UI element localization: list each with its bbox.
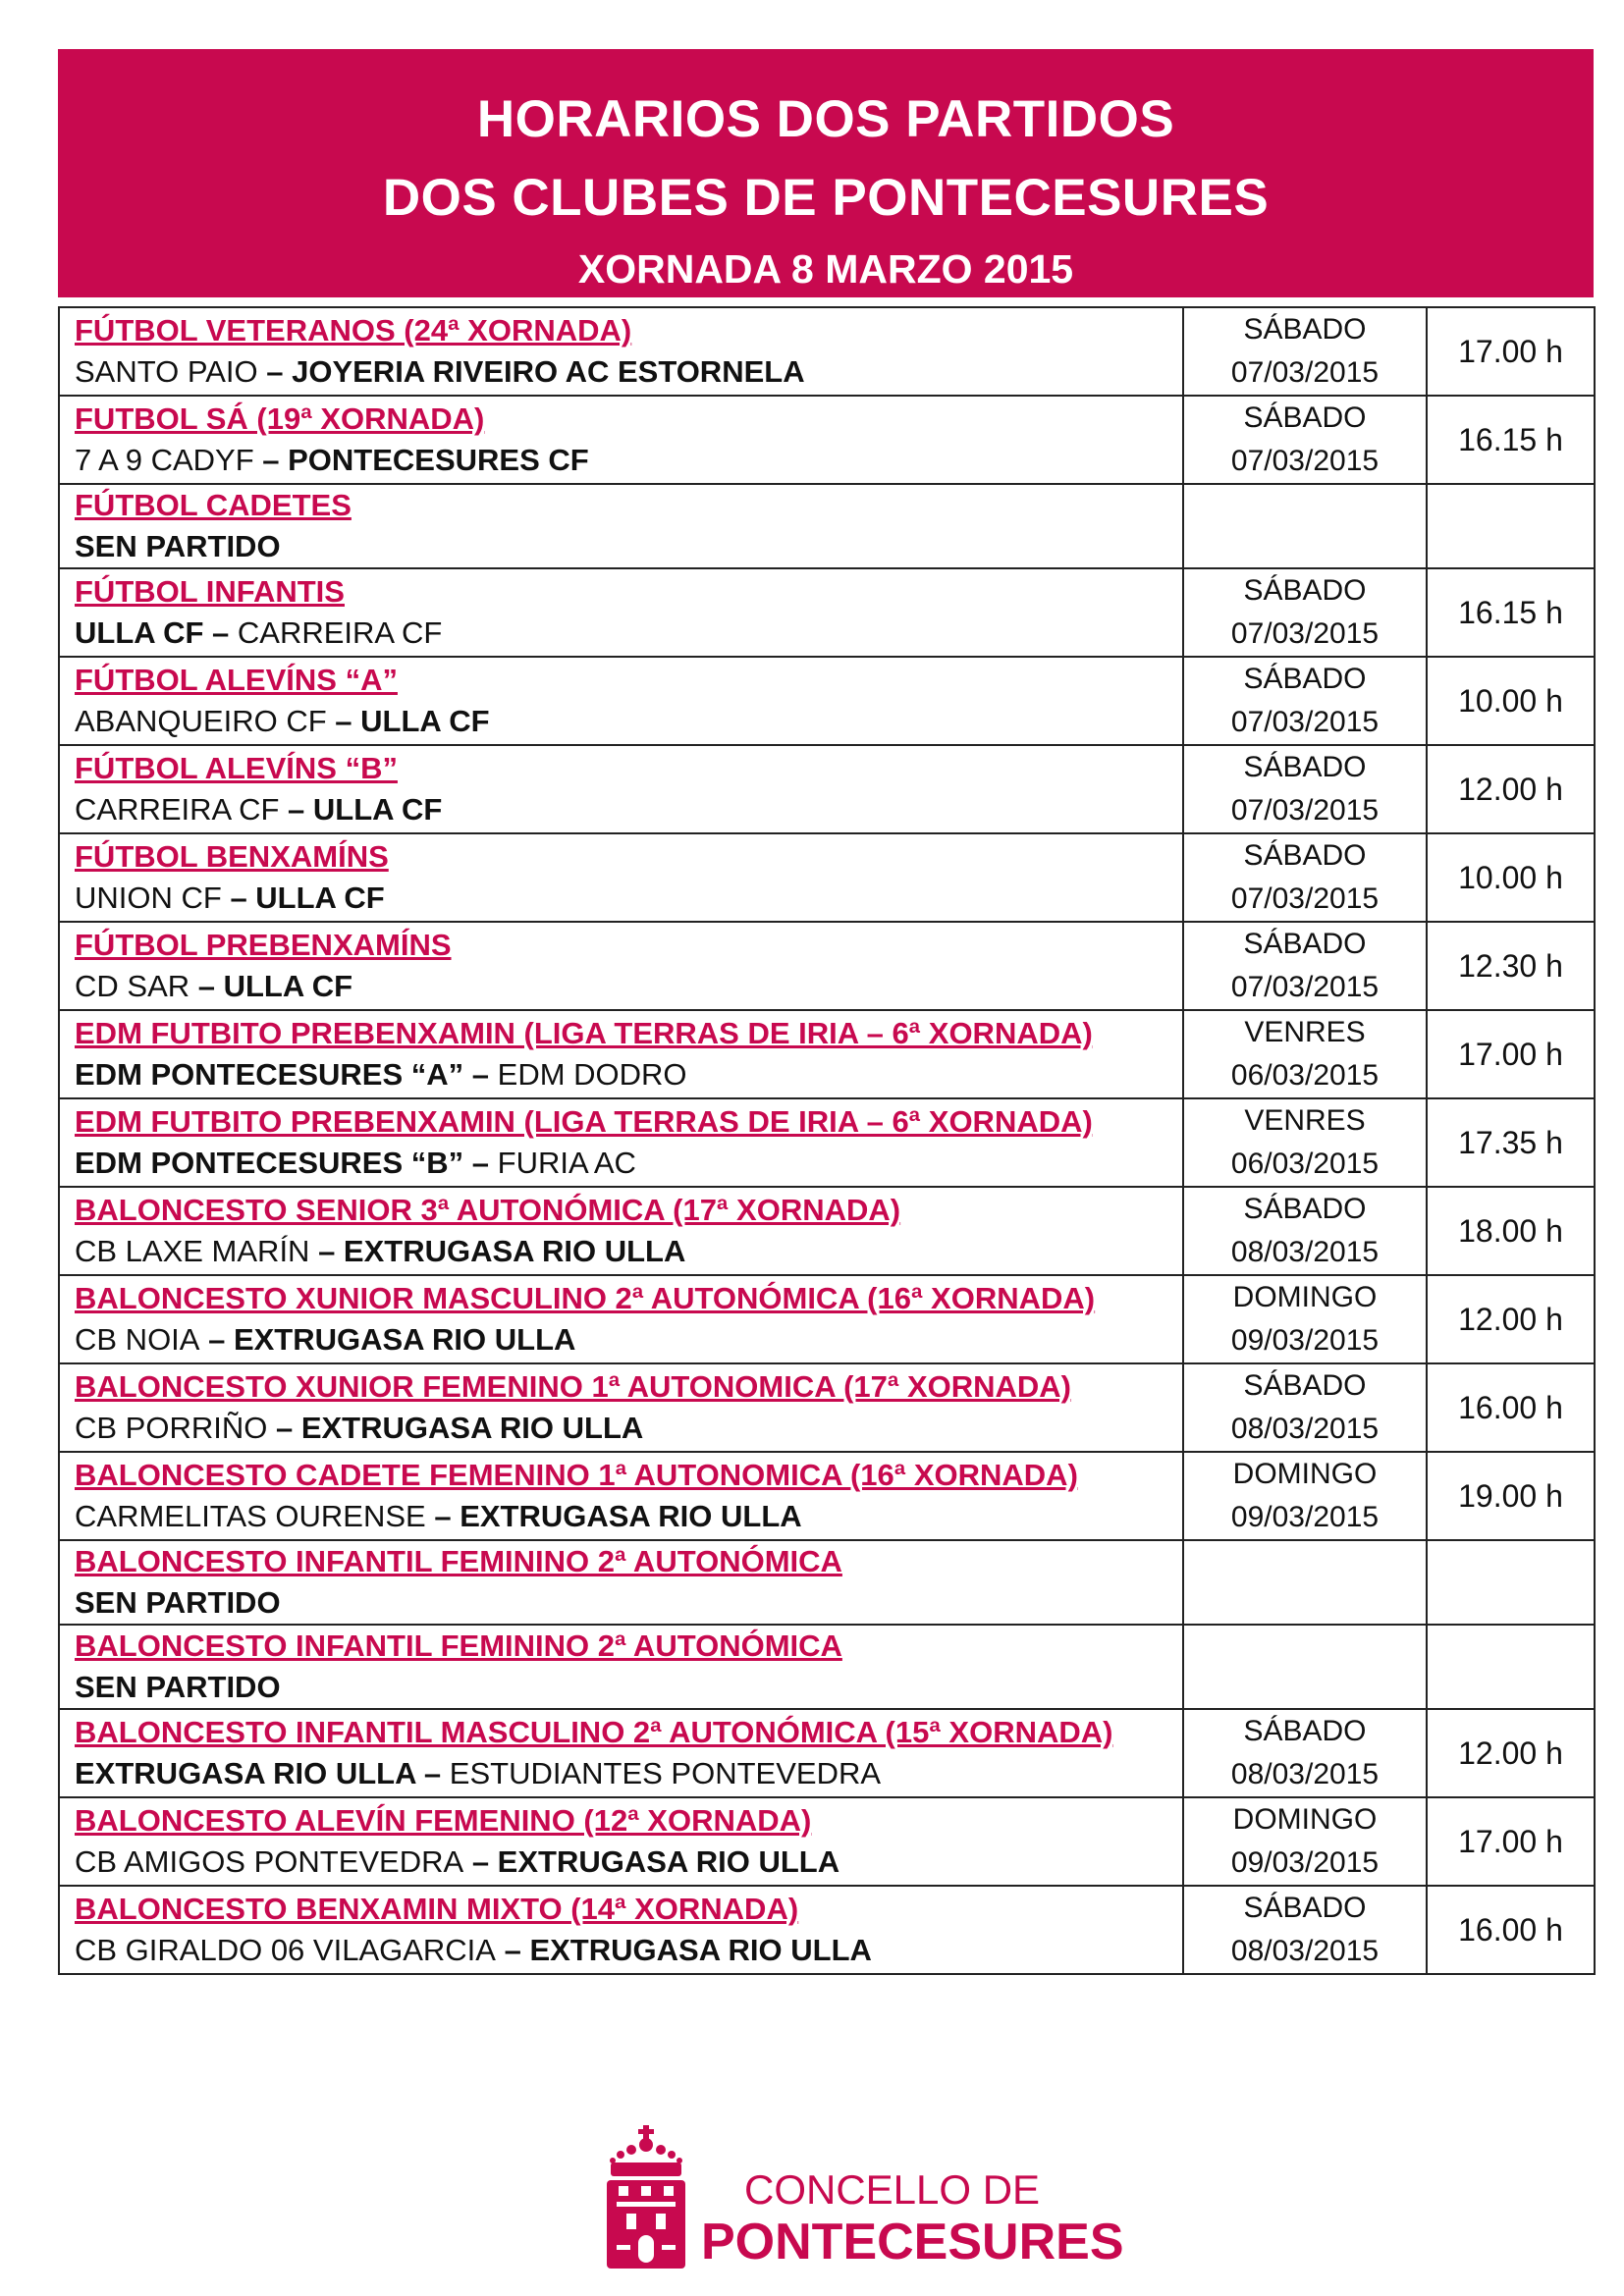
away-team: EXTRUGASA RIO ULLA — [343, 1234, 686, 1268]
home-team: EXTRUGASA RIO ULLA — [75, 1756, 416, 1790]
match-cell — [59, 1275, 1183, 1363]
teams-line — [75, 1496, 1182, 1537]
away-team: EDM DODRO — [497, 1057, 687, 1092]
match-time: 17.00 h — [1427, 1797, 1595, 1886]
teams-line — [75, 613, 1182, 654]
match-cell — [59, 1098, 1183, 1187]
table-row — [59, 1098, 1595, 1187]
teams-line — [75, 1319, 1182, 1361]
match-date: 07/03/2015 — [1230, 445, 1380, 477]
match-date: 07/03/2015 — [1230, 971, 1380, 1003]
match-day: DOMINGO — [1232, 1803, 1378, 1836]
match-day: SÁBADO — [1243, 1369, 1367, 1402]
match-day: SÁBADO — [1243, 751, 1367, 783]
match-date: 07/03/2015 — [1230, 882, 1380, 915]
category-label: FÚTBOL INFANTIS — [75, 574, 345, 609]
match-date: 09/03/2015 — [1230, 1846, 1380, 1879]
match-cell — [59, 307, 1183, 396]
team-separator: – — [463, 1146, 498, 1180]
teams-line — [75, 701, 1182, 742]
teams-line — [75, 1667, 1182, 1708]
table-row — [59, 307, 1595, 396]
match-cell — [59, 833, 1183, 922]
team-separator: – — [463, 1057, 498, 1092]
match-time: 10.00 h — [1427, 657, 1595, 745]
home-team: CD SAR — [75, 969, 190, 1003]
away-team: CARREIRA CF — [237, 615, 443, 650]
category-label: EDM FUTBITO PREBENXAMIN (LIGA TERRAS DE IRIA – 6ª XORNADA) — [75, 1104, 1093, 1139]
date-cell — [1183, 1363, 1427, 1452]
team-separator: – — [199, 1322, 234, 1357]
match-day: SÁBADO — [1243, 1193, 1367, 1225]
team-separator: – — [463, 1844, 498, 1879]
date-cell — [1183, 1540, 1427, 1625]
match-time: 12.00 h — [1427, 1275, 1595, 1363]
match-day: DOMINGO — [1232, 1281, 1378, 1313]
date-cell — [1183, 833, 1427, 922]
teams-line — [75, 1054, 1182, 1095]
team-separator: – — [189, 969, 224, 1003]
date-cell — [1183, 1452, 1427, 1540]
table-row — [59, 1452, 1595, 1540]
category-label: FÚTBOL VETERANOS (24ª XORNADA) — [75, 313, 632, 347]
schedule-table — [58, 306, 1596, 1975]
teams-line — [75, 1231, 1182, 1272]
team-separator: – — [267, 1411, 301, 1445]
match-date: 09/03/2015 — [1230, 1501, 1380, 1533]
date-cell — [1183, 484, 1427, 568]
home-team: SANTO PAIO — [75, 354, 258, 389]
home-team: UNION CF — [75, 881, 222, 915]
match-date: 07/03/2015 — [1230, 356, 1380, 389]
away-team: JOYERIA RIVEIRO AC ESTORNELA — [292, 354, 805, 389]
match-time — [1427, 484, 1595, 568]
title-line-2: DOS CLUBES DE PONTECESURES — [382, 169, 1270, 227]
home-team: CB AMIGOS PONTEVEDRA — [75, 1844, 464, 1879]
match-cell — [59, 396, 1183, 484]
match-date: 06/03/2015 — [1230, 1148, 1380, 1180]
home-team: ULLA CF — [75, 615, 204, 650]
match-time: 12.30 h — [1427, 922, 1595, 1010]
no-match-label: SEN PARTIDO — [75, 1585, 281, 1620]
match-cell — [59, 484, 1183, 568]
teams-line — [75, 966, 1182, 1007]
category-label: FÚTBOL BENXAMÍNS — [75, 839, 389, 874]
match-time: 19.00 h — [1427, 1452, 1595, 1540]
table-row — [59, 568, 1595, 657]
home-team: CB GIRALDO 06 VILAGARCIA — [75, 1933, 496, 1967]
home-team: CARREIRA CF — [75, 792, 280, 827]
category-label: FÚTBOL CADETES — [75, 488, 352, 522]
match-day: SÁBADO — [1243, 1715, 1367, 1747]
date-cell — [1183, 307, 1427, 396]
match-date: 07/03/2015 — [1230, 794, 1380, 827]
teams-line — [75, 526, 1182, 567]
table-row — [59, 1709, 1595, 1797]
date-cell — [1183, 745, 1427, 833]
match-cell — [59, 1363, 1183, 1452]
match-cell — [59, 745, 1183, 833]
match-time: 16.15 h — [1427, 396, 1595, 484]
match-cell — [59, 1709, 1183, 1797]
home-team: CB NOIA — [75, 1322, 200, 1357]
match-day: SÁBADO — [1243, 928, 1367, 960]
match-day: VENRES — [1244, 1016, 1366, 1048]
match-time: 12.00 h — [1427, 1709, 1595, 1797]
match-cell — [59, 1886, 1183, 1974]
home-team: EDM PONTECESURES “B” — [75, 1146, 464, 1180]
match-day: VENRES — [1244, 1104, 1366, 1137]
team-separator: – — [495, 1933, 530, 1967]
away-team: ULLA CF — [360, 704, 490, 738]
match-cell — [59, 1010, 1183, 1098]
teams-line — [75, 789, 1182, 830]
team-separator: – — [415, 1756, 450, 1790]
category-label: BALONCESTO CADETE FEMENINO 1ª AUTONOMICA (16ª XORNADA) — [75, 1458, 1078, 1492]
match-date: 08/03/2015 — [1230, 1413, 1380, 1445]
match-time: 12.00 h — [1427, 745, 1595, 833]
away-team: FURIA AC — [497, 1146, 636, 1180]
match-time — [1427, 1625, 1595, 1709]
category-label: BALONCESTO INFANTIL MASCULINO 2ª AUTONÓMICA (15ª XORNADA) — [75, 1715, 1113, 1749]
match-time: 17.00 h — [1427, 1010, 1595, 1098]
team-separator: – — [326, 704, 361, 738]
no-match-label: SEN PARTIDO — [75, 529, 281, 563]
category-label: BALONCESTO XUNIOR MASCULINO 2ª AUTONÓMICA (16ª XORNADA) — [75, 1281, 1096, 1315]
match-day: DOMINGO — [1232, 1458, 1378, 1490]
home-team: CB PORRIÑO — [75, 1411, 268, 1445]
table-row — [59, 1540, 1595, 1625]
date-cell — [1183, 922, 1427, 1010]
no-match-label: SEN PARTIDO — [75, 1670, 281, 1704]
team-separator: – — [253, 443, 289, 477]
date-cell — [1183, 1187, 1427, 1275]
home-team: CB LAXE MARÍN — [75, 1234, 310, 1268]
coat-of-arms-icon — [599, 2123, 693, 2282]
date-cell — [1183, 1797, 1427, 1886]
table-row — [59, 1625, 1595, 1709]
date-cell — [1183, 396, 1427, 484]
match-day: SÁBADO — [1243, 574, 1367, 607]
category-label: BALONCESTO INFANTIL FEMININO 2ª AUTONÓMICA — [75, 1544, 842, 1578]
match-date: 08/03/2015 — [1230, 1935, 1380, 1967]
concello-logo — [599, 2123, 1124, 2280]
match-time: 10.00 h — [1427, 833, 1595, 922]
title-line-1: HORARIOS DOS PARTIDOS — [476, 90, 1175, 148]
team-separator: – — [221, 881, 256, 915]
match-date: 06/03/2015 — [1230, 1059, 1380, 1092]
category-label: BALONCESTO INFANTIL FEMININO 2ª AUTONÓMICA — [75, 1629, 842, 1663]
date-cell — [1183, 1098, 1427, 1187]
logo-text-line-1: CONCELLO DE — [744, 2166, 1041, 2213]
away-team: ULLA CF — [223, 969, 353, 1003]
table-row — [59, 1797, 1595, 1886]
title-line-3: XORNADA 8 MARZO 2015 — [577, 246, 1074, 292]
category-label: FÚTBOL PREBENXAMÍNS — [75, 928, 452, 962]
away-team: ULLA CF — [312, 792, 443, 827]
match-day: SÁBADO — [1243, 401, 1367, 434]
teams-line — [75, 1753, 1182, 1794]
match-cell — [59, 657, 1183, 745]
away-team: PONTECESURES CF — [288, 443, 589, 477]
category-label: FUTBOL SÁ (19ª XORNADA) — [75, 401, 485, 436]
table-row — [59, 1187, 1595, 1275]
category-label: BALONCESTO SENIOR 3ª AUTONÓMICA (17ª XORNADA) — [75, 1193, 901, 1227]
teams-line — [75, 878, 1182, 919]
category-label: EDM FUTBITO PREBENXAMIN (LIGA TERRAS DE IRIA – 6ª XORNADA) — [75, 1016, 1093, 1050]
category-label: BALONCESTO ALEVÍN FEMENINO (12ª XORNADA) — [75, 1803, 812, 1838]
home-team: ABANQUEIRO CF — [75, 704, 327, 738]
away-team: ULLA CF — [255, 881, 385, 915]
date-cell — [1183, 1886, 1427, 1974]
home-team: 7 A 9 CADYF — [75, 443, 254, 477]
match-time: 17.35 h — [1427, 1098, 1595, 1187]
match-day: SÁBADO — [1243, 663, 1367, 695]
team-separator: – — [425, 1499, 460, 1533]
match-cell — [59, 922, 1183, 1010]
away-team: EXTRUGASA RIO ULLA — [529, 1933, 872, 1967]
table-row — [59, 396, 1595, 484]
team-separator: – — [203, 615, 238, 650]
teams-line — [75, 1408, 1182, 1449]
match-cell — [59, 1452, 1183, 1540]
match-date: 08/03/2015 — [1230, 1236, 1380, 1268]
teams-line — [75, 1930, 1182, 1971]
teams-line — [75, 1582, 1182, 1624]
logo-text-line-2: PONTECESURES — [701, 2214, 1124, 2270]
away-team: EXTRUGASA RIO ULLA — [233, 1322, 576, 1357]
category-label: BALONCESTO XUNIOR FEMENINO 1ª AUTONOMICA (17ª XORNADA) — [75, 1369, 1072, 1404]
team-separator: – — [279, 792, 313, 827]
team-separator: – — [257, 354, 293, 389]
match-day: SÁBADO — [1243, 313, 1367, 346]
match-cell — [59, 1797, 1183, 1886]
away-team: EXTRUGASA RIO ULLA — [300, 1411, 644, 1445]
table-row — [59, 833, 1595, 922]
match-time: 18.00 h — [1427, 1187, 1595, 1275]
table-row — [59, 1275, 1595, 1363]
table-row — [59, 1010, 1595, 1098]
match-cell — [59, 1187, 1183, 1275]
match-date: 07/03/2015 — [1230, 706, 1380, 738]
team-separator: – — [309, 1234, 344, 1268]
match-time — [1427, 1540, 1595, 1625]
date-cell — [1183, 1275, 1427, 1363]
category-label: FÚTBOL ALEVÍNS “A” — [75, 663, 398, 697]
away-team: EXTRUGASA RIO ULLA — [460, 1499, 802, 1533]
date-cell — [1183, 657, 1427, 745]
match-day: SÁBADO — [1243, 1892, 1367, 1924]
teams-line — [75, 1842, 1182, 1883]
match-cell — [59, 568, 1183, 657]
table-row — [59, 922, 1595, 1010]
match-cell — [59, 1540, 1183, 1625]
match-time: 16.00 h — [1427, 1886, 1595, 1974]
date-cell — [1183, 1709, 1427, 1797]
away-team: ESTUDIANTES PONTEVEDRA — [449, 1756, 882, 1790]
match-day: SÁBADO — [1243, 839, 1367, 872]
teams-line — [75, 440, 1182, 481]
home-team: CARMELITAS OURENSE — [75, 1499, 426, 1533]
date-cell — [1183, 1010, 1427, 1098]
table-row — [59, 1886, 1595, 1974]
title-banner — [58, 49, 1594, 297]
category-label: BALONCESTO BENXAMIN MIXTO (14ª XORNADA) — [75, 1892, 799, 1926]
teams-line — [75, 1143, 1182, 1184]
table-row — [59, 1363, 1595, 1452]
home-team: EDM PONTECESURES “A” — [75, 1057, 464, 1092]
table-row — [59, 745, 1595, 833]
match-time: 16.15 h — [1427, 568, 1595, 657]
date-cell — [1183, 1625, 1427, 1709]
teams-line — [75, 351, 1182, 393]
match-date: 08/03/2015 — [1230, 1758, 1380, 1790]
away-team: EXTRUGASA RIO ULLA — [497, 1844, 840, 1879]
match-time: 16.00 h — [1427, 1363, 1595, 1452]
category-label: FÚTBOL ALEVÍNS “B” — [75, 751, 398, 785]
table-row — [59, 484, 1595, 568]
match-time: 17.00 h — [1427, 307, 1595, 396]
match-date: 07/03/2015 — [1230, 617, 1380, 650]
table-row — [59, 657, 1595, 745]
match-cell — [59, 1625, 1183, 1709]
date-cell — [1183, 568, 1427, 657]
match-date: 09/03/2015 — [1230, 1324, 1380, 1357]
